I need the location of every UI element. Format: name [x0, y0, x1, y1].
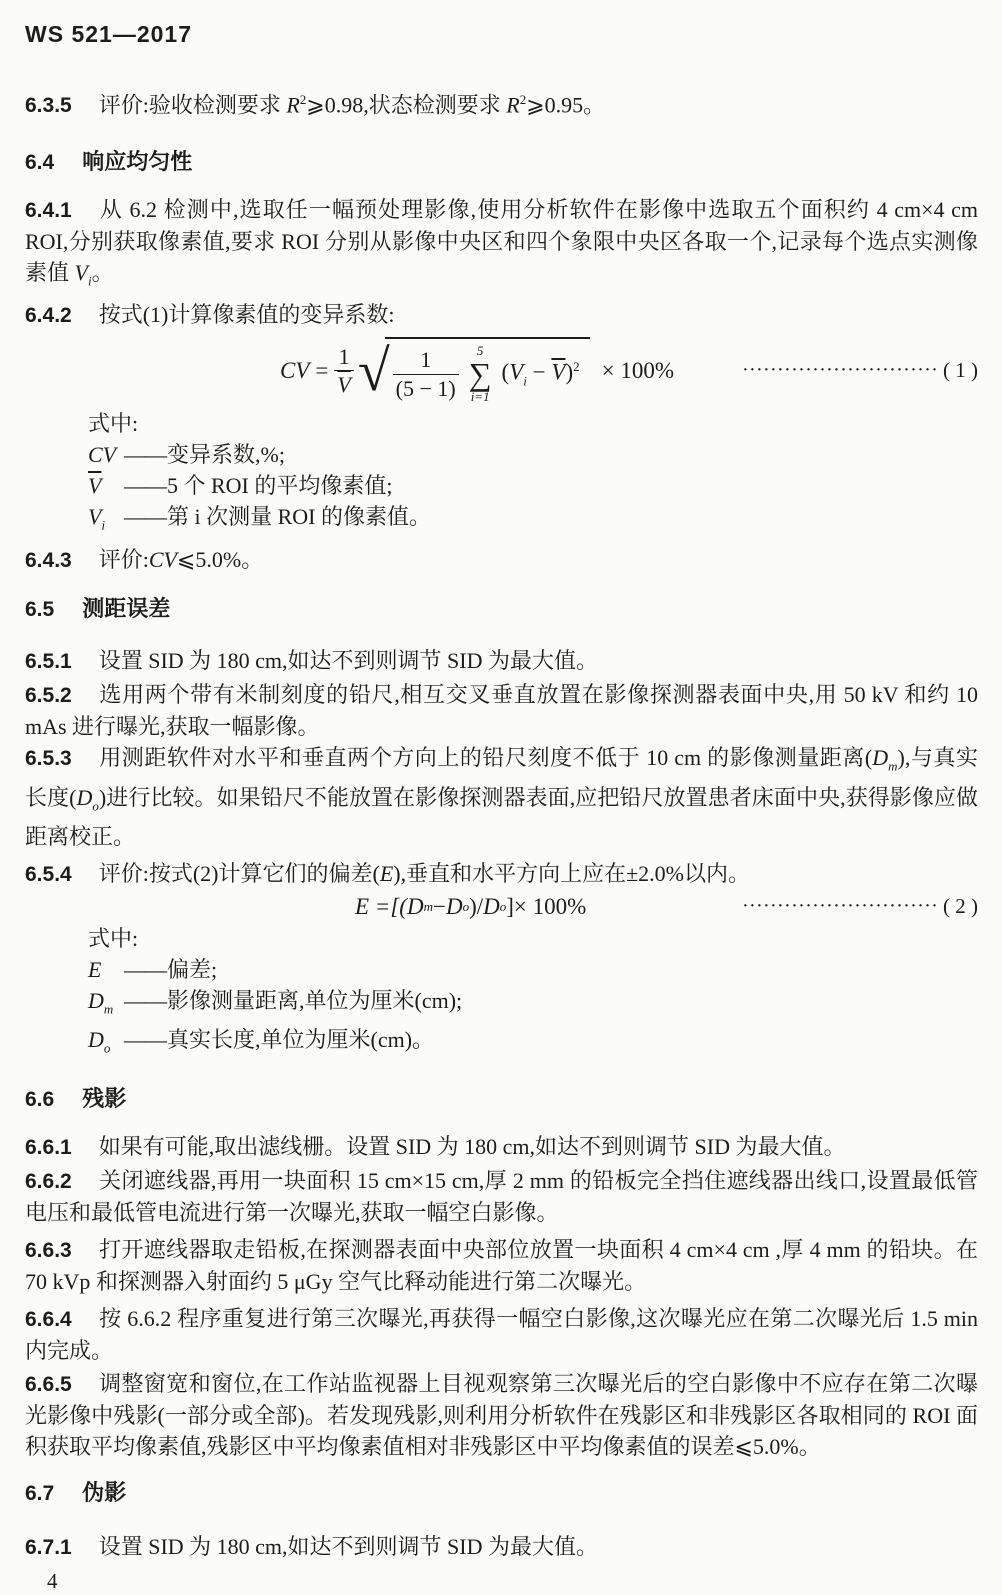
- clause-text: 设置 SID 为 180 cm,如达不到则调节 SID 为最大值。: [98, 1533, 598, 1559]
- definition-row-cv: [25, 439, 978, 470]
- equals-sign: =: [315, 357, 329, 383]
- variable-d: D: [76, 784, 93, 810]
- clause-6.5.1: [25, 645, 978, 677]
- variable-d: D: [872, 745, 889, 771]
- definition-desc: 变异系数,%;: [167, 441, 285, 467]
- fraction-inner: [393, 347, 459, 401]
- section-number: 6.7: [25, 1481, 55, 1505]
- clause-number: 6.6.4: [25, 1307, 72, 1331]
- clause-text: ⩾0.98,状态检测要求: [306, 92, 507, 118]
- fraction-coefficient: [334, 344, 353, 398]
- clause-6.5.3: [25, 742, 978, 852]
- document-header: WS 521—2017: [25, 21, 192, 47]
- variable-d: D: [483, 893, 500, 919]
- definition-dash: ——: [124, 1027, 166, 1053]
- section-number: 6.5: [25, 598, 55, 622]
- denominator: (5 − 1): [393, 374, 459, 401]
- clause-number: 6.6.2: [25, 1169, 72, 1193]
- variable-v: V: [88, 503, 102, 529]
- definition-dash: ——: [124, 987, 166, 1013]
- clause-text: 。: [91, 260, 114, 286]
- variable-e: E: [379, 860, 394, 886]
- definition-row-vi: [25, 501, 978, 540]
- definition-desc: 影像测量距离,单位为厘米(cm);: [167, 987, 463, 1013]
- clause-6.6.1: [25, 1131, 978, 1163]
- clause-number: 6.5.2: [25, 684, 72, 708]
- clause-6.6.3: [25, 1234, 978, 1297]
- times-100-percent: ]× 100%: [506, 893, 587, 919]
- clause-text: 评价:按式(2)计算它们的偏差(: [98, 860, 380, 886]
- clause-text: 按式(1)计算像素值的变异系数:: [98, 301, 395, 327]
- times-100-percent: × 100%: [601, 357, 675, 383]
- clause-text: ⩽5.0%。: [176, 547, 264, 573]
- definition-row-do: [25, 1024, 978, 1063]
- subscript: m: [103, 1001, 114, 1017]
- superscript: 2: [519, 92, 527, 107]
- numerator: 1: [338, 343, 350, 369]
- summation-upper-limit: 5: [476, 342, 484, 358]
- page-number: 4: [47, 1568, 58, 1593]
- subscript: i: [87, 273, 92, 289]
- clause-number: 6.6.3: [25, 1238, 72, 1262]
- clause-number: 6.3.5: [25, 94, 72, 118]
- summation-lower-limit: i=1: [470, 389, 490, 405]
- section-heading-6.4: [25, 147, 978, 178]
- definition-term: [88, 985, 124, 1024]
- clause-number: 6.4.1: [25, 199, 72, 223]
- clause-6.4.3: [25, 544, 978, 576]
- clause-text: ⩾0.95。: [526, 92, 606, 118]
- section-title: 测距误差: [82, 596, 171, 622]
- section-heading-6.5: [25, 594, 978, 625]
- formula-2: [25, 890, 978, 924]
- definition-dash: ——: [124, 503, 166, 529]
- clause-6.6.4: [25, 1303, 978, 1366]
- section-heading-6.6: [25, 1084, 978, 1115]
- summation: [469, 344, 492, 405]
- clause-6.5.2: [25, 679, 978, 742]
- clause-text: 评价:: [98, 547, 149, 573]
- definition-list-2: [25, 954, 978, 1064]
- clause-text: 如果有可能,取出滤线栅。设置 SID 为 180 cm,如达不到则调节 SID 为最大值。: [98, 1133, 846, 1159]
- clause-6.4.1: [25, 194, 978, 296]
- minus-sign: −: [526, 359, 552, 385]
- superscript: 2: [573, 359, 580, 375]
- summation-term: [502, 359, 580, 389]
- variable-v-bar: $\overline{V}$: [551, 359, 566, 385]
- subscript: o: [499, 898, 507, 914]
- paren-close: ): [565, 359, 574, 385]
- variable-r: R: [506, 92, 520, 118]
- definition-term: [88, 954, 124, 985]
- definition-term: [88, 501, 124, 540]
- clause-text: 按 6.6.2 程序重复进行第三次曝光,再获得一幅空白影像,这次曝光应在第二次曝光后 1.5 min 内完成。: [25, 1305, 978, 1363]
- minus-sign: −: [432, 893, 446, 919]
- formula-2-label: ( 2 ): [943, 894, 978, 919]
- divide: )/: [469, 893, 484, 919]
- definition-desc: 5 个 ROI 的平均像素值;: [167, 472, 393, 498]
- formula-1-expression: [280, 337, 674, 405]
- clause-text: 用测距软件对水平和垂直两个方向上的铅尺刻度不低于 10 cm 的影像测量距离(: [98, 745, 873, 771]
- variable-d: D: [406, 893, 424, 919]
- definition-row-e: [25, 954, 978, 985]
- clause-text: 选用两个带有米制刻度的铅尺,相互交叉垂直放置在影像探测器表面中央,用 50 kV 和约 10 mAs 进行曝光,获取一幅影像。: [25, 682, 978, 740]
- clause-number: 6.7.1: [25, 1535, 72, 1559]
- variable-v: V: [74, 260, 88, 286]
- definition-list-1: [25, 439, 978, 540]
- clause-text: ),垂直和水平方向上应在±2.0%以内。: [393, 860, 750, 886]
- variable-v-bar: V: [337, 372, 351, 398]
- paren-open: (: [501, 359, 510, 385]
- clause-6.3.5: [25, 84, 978, 121]
- definition-desc: 真实长度,单位为厘米(cm)。: [167, 1027, 435, 1053]
- clause-text: 打开遮线器取走铅板,在探测器表面中央部位放置一块面积 4 cm×4 cm ,厚 4 mm 的铅块。在 70 kVp 和探测器入射面约 5 μGy 空气比释动能进行第二次曝光。: [25, 1236, 978, 1294]
- variable-e: E =[(: [355, 893, 407, 919]
- where-label: 式中:: [88, 925, 139, 951]
- section-number: 6.4: [25, 151, 55, 175]
- variable-r: R: [286, 92, 300, 118]
- definition-term: [88, 1024, 124, 1063]
- variable-d: D: [88, 987, 104, 1013]
- dot-leader: ····························: [742, 898, 939, 915]
- clause-text: 评价:验收检测要求: [98, 92, 287, 118]
- section-title: 伪影: [82, 1479, 127, 1505]
- subscript: m: [888, 758, 898, 774]
- definition-term: CV: [88, 441, 117, 467]
- numerator: 1: [420, 347, 432, 373]
- definition-desc: 偏差;: [167, 956, 218, 982]
- formula-2-expression: [355, 894, 586, 920]
- definition-term: [88, 470, 124, 501]
- subscript: o: [92, 797, 99, 813]
- clause-text: ),与真实长度(: [25, 745, 978, 810]
- subscript: i: [101, 517, 106, 533]
- formula-1: [25, 335, 978, 407]
- section-heading-6.7: [25, 1478, 978, 1509]
- clause-number: 6.6.5: [25, 1372, 72, 1396]
- clause-text: 关闭遮线器,再用一块面积 15 cm×15 cm,厚 2 mm 的铅板完全挡住遮线器出线口,设置最低管电压和最低管电流进行第一次曝光,获取一幅空白影像。: [25, 1167, 978, 1225]
- section-number: 6.6: [25, 1087, 55, 1111]
- variable-cv: CV: [280, 357, 310, 383]
- clause-6.4.2: [25, 299, 978, 331]
- subscript: m: [423, 898, 433, 914]
- clause-number: 6.4.2: [25, 303, 72, 327]
- definition-desc: 第 i 次测量 ROI 的像素值。: [167, 503, 432, 529]
- definition-dash: ——: [124, 441, 166, 467]
- clause-6.5.4: [25, 858, 978, 890]
- definition-row-v-bar: [25, 470, 978, 501]
- superscript: 2: [299, 92, 307, 107]
- clause-6.6.5: [25, 1368, 978, 1462]
- clause-text: 从 6.2 检测中,选取任一幅预处理影像,使用分析软件在影像中选取五个面积约 4 cm×4 cm ROI,分别获取像素值,要求 ROI 分别从影像中央区和四个象限中央区各取一个,记录每个选点实测像素值: [25, 197, 978, 286]
- dot-leader: ····························: [742, 362, 939, 379]
- radicand: [385, 337, 590, 405]
- section-title: 残影: [82, 1085, 127, 1111]
- section-title: 响应均匀性: [82, 149, 193, 175]
- clause-6.7.1: [25, 1531, 978, 1563]
- denominator: [334, 370, 353, 397]
- subscript: i: [523, 373, 527, 389]
- definition-row-dm: [25, 985, 978, 1024]
- definition-dash: ——: [124, 472, 166, 498]
- variable-v: V: [509, 359, 524, 385]
- clause-number: 6.6.1: [25, 1135, 72, 1159]
- variable-d: D: [445, 893, 463, 919]
- clause-text: 设置 SID 为 180 cm,如达不到则调节 SID 为最大值。: [98, 648, 598, 674]
- clause-number: 6.5.1: [25, 650, 72, 674]
- subscript: o: [462, 898, 470, 914]
- variable-cv: CV: [148, 547, 177, 573]
- clause-number: 6.5.3: [25, 747, 72, 771]
- subscript: o: [103, 1040, 111, 1056]
- variable-d: D: [88, 1027, 104, 1053]
- radical-sign-icon: √: [357, 337, 390, 403]
- clause-number: 6.5.4: [25, 862, 72, 886]
- clause-number: 6.4.3: [25, 549, 72, 573]
- variable-v-bar: $\overline{V}$: [88, 472, 102, 498]
- square-root: [358, 337, 590, 405]
- definition-dash: ——: [124, 956, 166, 982]
- clause-text: 调整窗宽和窗位,在工作站监视器上目视观察第三次曝光后的空白影像中不应存在第二次曝光影像中残影(一部分或全部)。若发现残影,则利用分析软件在残影区和非残影区各取相同的 ROI 面积获取平均像素值,残影区中平均像素值相对非残影区中平均像素值的误差⩽5.0%。: [25, 1370, 978, 1459]
- formula-1-label: ( 1 ): [943, 358, 978, 383]
- where-label: 式中:: [88, 410, 139, 436]
- clause-text: )进行比较。如果铅尺不能放置在影像探测器表面,应把铅尺放置患者床面中央,获得影像应做距离校正。: [25, 784, 978, 849]
- clause-6.6.2: [25, 1165, 978, 1228]
- variable-e: E: [88, 956, 102, 982]
- sigma-icon: ∑: [468, 356, 492, 393]
